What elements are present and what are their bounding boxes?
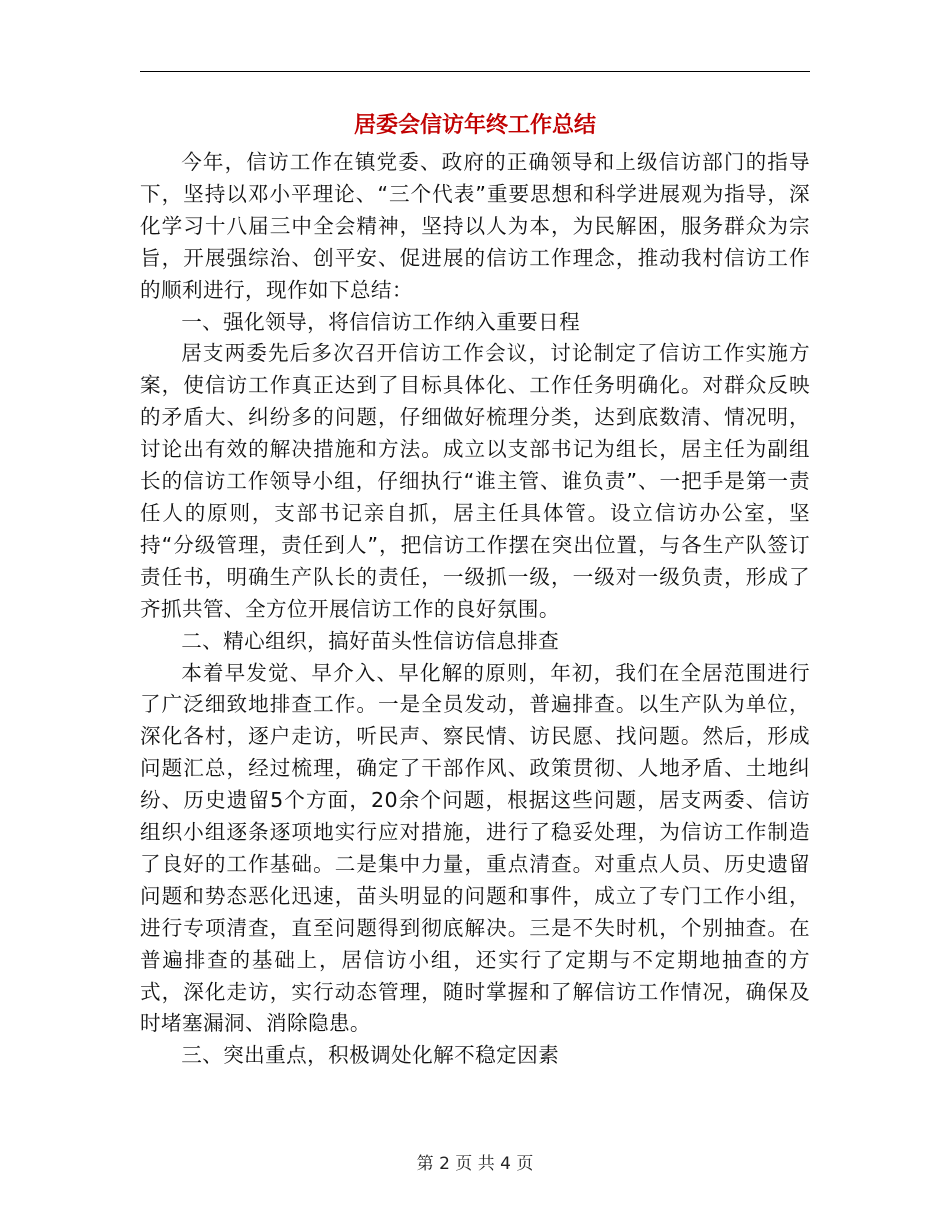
- page-footer: 第 2 页 共 4 页: [416, 1154, 534, 1174]
- section-heading-1: 一、强化领导，将信信访工作纳入重要日程: [181, 309, 581, 334]
- document-body: [140, 147, 810, 1072]
- header-rule: [140, 71, 810, 72]
- paragraph-section-2: 本着早发觉、早介入、早化解的原则，年初，我们在全居范围进行了广泛细致地排查工作。一是全员发动，普遍排查。以生产队为单位，深化各村，逐户走访，听民声、察民情、访民愿、找问题。然后，形成问题汇总，经过梳理，确定了干部作风、政策贯彻、人地矛盾、土地纠纷、历史遗留5个方面，20余个问题，根据这些问题，居支两委、信访组织小组逐条逐项地实行应对措施，进行了稳妥处理，为信访工作制造了良好的工作基础。二是集中力量，重点清查。对重点人员、历史遗留问题和势态恶化迅速，苗头明显的问题和事件，成立了专门工作小组，进行专项清查，直至问题得到彻底解决。三是不失时机，个别抽查。在普遍排查的基础上，居信访小组，还实行了定期与不定期地抽查的方式，深化走访，实行动态管理，随时掌握和了解信访工作情况，确保及时堵塞漏洞、消除隐患。: [140, 660, 810, 1036]
- paragraph-section-1: 居支两委先后多次召开信访工作会议，讨论制定了信访工作实施方案，使信访工作真正达到了目标具体化、工作任务明确化。对群众反映的矛盾大、纠纷多的问题，仔细做好梳理分类，达到底数清、情况明，讨论出有效的解决措施和方法。成立以支部书记为组长，居主任为副组长的信访工作领导小组，仔细执行“谁主管、谁负责”、一把手是第一责任人的原则，支部书记亲自抓，居主任具体管。设立信访办公室，坚持“分级管理，责任到人”，把信访工作摆在突出位置，与各生产队签订责任书，明确生产队长的责任，一级抓一级，一级对一级负责，形成了齐抓共管、全方位开展信访工作的良好氛围。: [140, 341, 810, 621]
- paragraph-intro: 今年，信访工作在镇党委、政府的正确领导和上级信访部门的指导下，坚持以邓小平理论、“三个代表”重要思想和科学进展观为指导，深化学习十八届三中全会精神，坚持以人为本，为民解困，服务群众为宗旨，开展强综治、创平安、促进展的信访工作理念，推动我村信访工作的顺利进行，现作如下总结：: [140, 150, 810, 302]
- section-heading-3: 三、突出重点，积极调处化解不稳定因素: [181, 1043, 560, 1068]
- document-title: 居委会信访年终工作总结: [353, 113, 596, 138]
- section-heading-2: 二、精心组织，搞好苗头性信访信息排查: [181, 628, 560, 653]
